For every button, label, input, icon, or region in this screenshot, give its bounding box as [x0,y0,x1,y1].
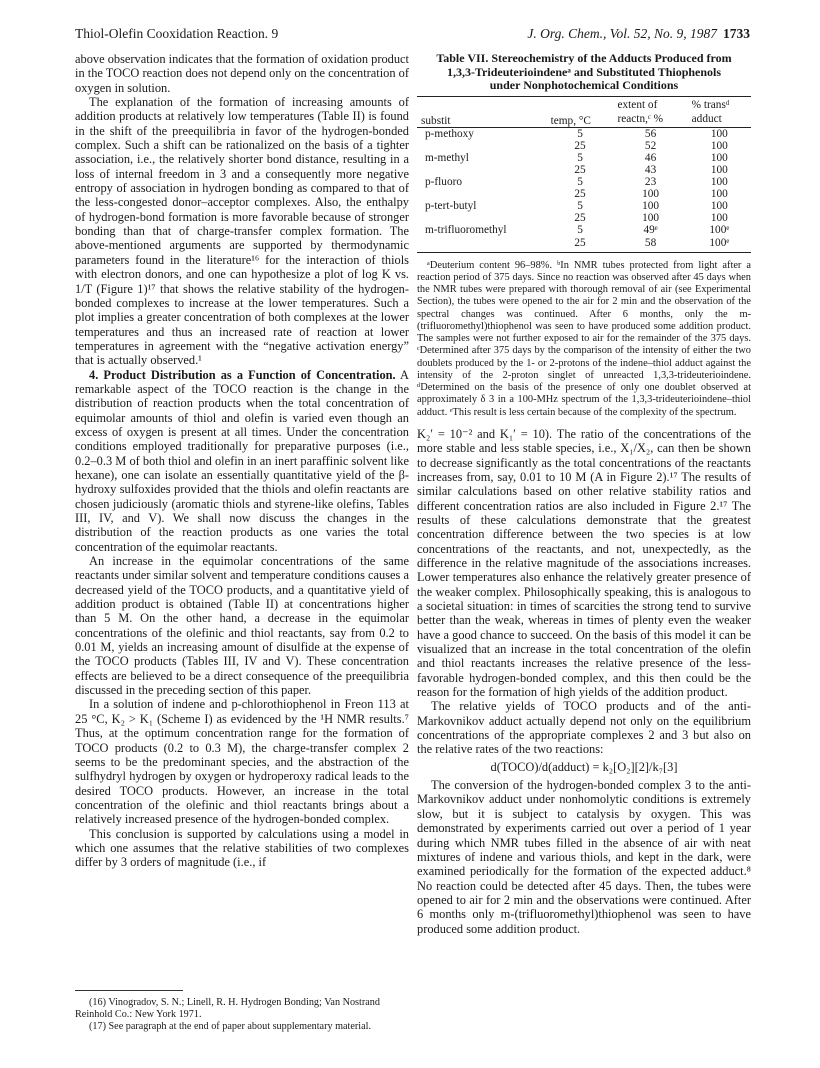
paragraph: In a solution of indene and p-chlorothiophenol in Freon 113 at 25 °C, K₂ > K₁ (Scheme I) as evidenced by the ¹H NMR results.⁷ Thus, at the optimum concentration range for the formation of TOCO products (0.2 to 0.3 M), the charge-transfer complex 2 seems to be the predominant species, and the abstraction of the sulfhydryl hydrogen by oxygen or hydroperoxy radical leads to the desired TOCO products. However, an increase in the total concentration of the olefinic and thiol reactants brings about a relatively increased presence of the hydrogen-bonded complex. [75,697,409,827]
footnotes [75,990,409,1034]
cell-trans: 100ᵉ [688,237,751,253]
cell-trans: 100 [710,151,728,164]
table-body [417,127,751,252]
table-notes [417,260,751,419]
cell-extent: 56 [644,127,657,140]
paragraph: The explanation of the formation of increasing amounts of addition products at relatively low temperatures (Table II) is found in the shift of the preequilibria in favor of the hydrogen-bonded complex. Such a shift can be rationalized on the basis of a tighter association, i.e., the relatively shorter bond distance, resulting in a loss of internal freedom in 3 and a consequently more negative entropy of association in hydrogen bonding as compared to that of the less-congested donor–acceptor complexes. Also, the enthalpy of hydrogen-bond formation is more favorable because of stronger bonding than that of charge-transfer complex formation. The above-mentioned arguments are supported by thermodynamic parameters found in the literature¹⁶ for the interaction of thiols with electron donors, and one can hypothesize a plot of log K vs. 1/T (Figure 1)¹⁷ that shows the relative stability of the hydrogen-bonded complexes to increase at the lower temperatures. Such a plot implies a greater concentration of both complexes at the lower temperatures and thus an increased rate of reaction at lower temperatures in agreement with the “negative activation energy” that is actually observed.¹ [75,95,409,368]
footnote: (16) Vinogradov, S. N.; Linell, R. H. Hydrogen Bonding; Van Nostrand Reinhold Co.: New York 1971. [75,997,380,1021]
column-header-temp: temp, °C [547,96,614,127]
cell-extent: 100 [642,188,660,201]
cell-temp: 5 [577,200,583,213]
cell-substit [417,188,547,200]
footnote: (17) See paragraph at the end of paper about supplementary material. [89,1021,372,1033]
cell-extent: 100 [642,212,660,225]
cell-temp: 25 [547,237,614,253]
cell-substit [417,164,547,176]
left-column [75,52,409,870]
cell-trans: 100ᵉ [709,224,730,237]
table-row [417,237,751,253]
cell-trans: 100 [710,200,728,213]
section-paragraph [75,368,409,554]
cell-temp: 5 [577,151,583,164]
cell-substit [417,140,547,152]
cell-extent: 49ᵉ [643,224,658,237]
cell-trans: 100 [710,163,728,176]
table-row [417,212,751,224]
cell-trans: 100 [710,212,728,225]
cell-temp: 5 [577,224,583,237]
table-caption-line: Table VII. Stereochemistry of the Adducts Produced from [436,51,732,65]
cell-extent: 23 [644,176,657,189]
cell-substit: m-methyl [425,151,469,164]
table-caption-line: 1,3,3-Trideuterioindeneᵃ and Substituted Thiophenols [446,64,722,79]
cell-extent: 52 [644,139,657,152]
cell-substit [417,212,547,224]
cell-temp: 25 [574,212,586,225]
cell-extent: 46 [644,151,657,164]
table-row [417,152,751,164]
cell-temp: 5 [577,127,583,140]
table-caption-line: under Nonphotochemical Conditions [489,78,679,92]
table-vii [417,52,751,419]
running-title: Thiol-Olefin Cooxidation Reaction. 9 [75,26,279,41]
cell-substit: p-methoxy [425,127,474,140]
paragraph: above observation indicates that the formation of oxidation product in the TOCO reaction does not depend only on the concentration of oxygen in solution. [75,52,409,95]
table-row [417,176,751,188]
cell-temp: 25 [574,139,586,152]
journal-citation [527,26,750,42]
table-row [417,140,751,152]
cell-extent: 58 [614,237,688,253]
cell-temp: 5 [577,176,583,189]
table-note: ᵃDeuterium content 96–98%. ᵇIn NMR tubes protected from light after a reaction period of 375 days. Since no reaction was observed after 45 days when the NMR tubes were prepared with thorough removal of air (see Experimental Section), the tubes were opened to the air for 2 min and the observation of the spectral changes was continued. After 6 months, only the m-(trifluoromethyl)thiophenol was seen to have produced some addition product. The samples were not further exposed to air for the remainder of the 375 days. ᶜDetermined after 375 days by the comparison of the intensity of either the two doublets produced by the 1- or 2-protons of the indene–thiol adduct against the intensity of the 2-proton singlet of unreacted 1,3,3-trideuterioindene. ᵈDetermined on the basis of the presence of only one doublet observed at approximately δ 3 in a 100-MHz spectrum of the 1,3,3-trideuterioindene–thiol adduct. ᵉThis result is less certain because of the complexity of the spectrum. [417,259,751,418]
cell-substit: p-tert-butyl [425,200,477,213]
column-header-trans-sub: adduct [688,111,751,128]
paragraph-text: A remarkable aspect of the TOCO reaction is the change in the distribution of reaction products when the total concentration of equimolar amounts of thiol and olefin is varied even though an excess of oxygen is present at all times. Under the concentration conditions employed traditionally for preparative purposes (i.e., 0.2–0.3 M of both thiol and olefin in an inert paraffinic solvent like hexane), one can isolate an essentially quantitative yield of the β-hydroxy sulfoxides provided that the thiols and olefin reactants are chosen judiciously (aromatic thiols and styrene-like olefins, Tables III, IV, and V). We shall now discuss the changes in the distribution of the reaction products as one varies the total concentration of the equimolar reactants. [75,367,409,554]
paragraph: K₂′ = 10⁻² and K₁′ = 10). The ratio of the concentrations of the more stable and less stable species, i.e., X₁/X₂, can then be shown to decrease significantly as the total concentrations of the reactants increases from, say, 0.01 to 10 M (A in Figure 2).¹⁷ The results of similar calculations based on other relative stability ratios and different concentration ratios are also included in Figure 2.¹⁷ The results of these calculations demonstrate that the greatest concentration difference between the two species is at low concentrations of the reactants, and not, unexpectedly, as the difference in the relative magnitude of the associations increases. Lower temperatures also enhance the relatively greater presence of the weaker complex. Philosophically speaking, this is analogous to a societal situation: in times of scarcities the strong tend to survive better than the weak, whereas in times of plenty even the weaker have a good chance to succeed. On the basis of this model it can be visualized that an increase in the total concentration of the olefin and thiol reactants increases the relative presence of the less-favorable hydrogen-bonded complex, and this then could be the reason for the formation of high yields of the addition product. [417,426,751,700]
column-header-extent: extent of [614,96,688,111]
cell-trans: 100 [710,127,728,140]
cell-substit [417,237,547,253]
table-row [417,200,751,212]
table-row [417,188,751,200]
table-row [417,224,751,236]
cell-substit: m-trifluoromethyl [425,224,507,237]
cell-trans: 100 [710,188,728,201]
paragraph: This conclusion is supported by calculations using a model in which one assumes that the relative stabilities of two complexes differ by 3 orders of magnitude (i.e., if [75,826,409,870]
footnote-rule [75,990,183,991]
column-header-trans: % transᵈ [688,96,751,111]
column-header-extent-sub: reactn,ᶜ % [614,111,688,128]
cell-trans: 100 [710,176,728,189]
cell-extent: 100 [642,200,660,213]
right-column [417,52,751,936]
data-table [417,96,751,253]
table-row [417,127,751,140]
paragraph: The relative yields of TOCO products and of the anti-Markovnikov adduct actually depend not only on the equilibrium concentrations of the appropriate complexes 2 and 3 but also on the relative rates of the two reactions: [417,699,751,757]
section-heading: 4. Product Distribution as a Function of Concentration. [89,367,396,382]
paragraph: The conversion of the hydrogen-bonded complex 3 to the anti-Markovnikov adduct under nonhomolytic conditions is extremely slow, but it is subject to catalysis by oxygen. This was demonstrated by experiments carried out over a period of 1 year during which NMR tubes filled in the absence of air with neat mixtures of indene and various thiols, and kept in the dark, were examined periodically for the formation of the expected adduct.⁸ No reaction could be detected after 45 days. Then, the tubes were opened to air for 2 min and the observations were continued. After 6 months only m-(trifluoromethyl)thiophenol was seen to have produced some addition product. [417,778,751,936]
table-row [417,164,751,176]
column-header-substit: substit [417,96,547,127]
page-number: 1733 [723,26,750,41]
paragraph: An increase in the equimolar concentrations of the same reactants under similar solvent and temperature conditions causes a decreased yield of the TOCO products, and a quantitative yield of addition product is obtained (Table II) at concentrations higher than 5 M. On the other hand, a decrease in the equimolar concentrations of the olefinic and thiol reactants, say from 0.2 to 0.01 M, yields an increasing amount of disulfide at the expense of the TOCO products (Tables III, IV and V). These concentration effects are believed to be a direct consequence of the preequilibria discussed in the preceding section of this paper. [75,554,409,698]
cell-substit: p-fluoro [425,176,463,189]
cell-extent: 43 [644,163,657,176]
cell-temp: 25 [574,188,586,201]
journal-name: J. Org. Chem., Vol. 52, No. 9, 1987 [527,26,717,41]
cell-trans: 100 [710,139,728,152]
table-caption [417,52,751,93]
rate-equation: d(TOCO)/d(adduct) = k₂[O₂][2]/k₇[3] [490,759,678,774]
cell-temp: 25 [574,163,586,176]
